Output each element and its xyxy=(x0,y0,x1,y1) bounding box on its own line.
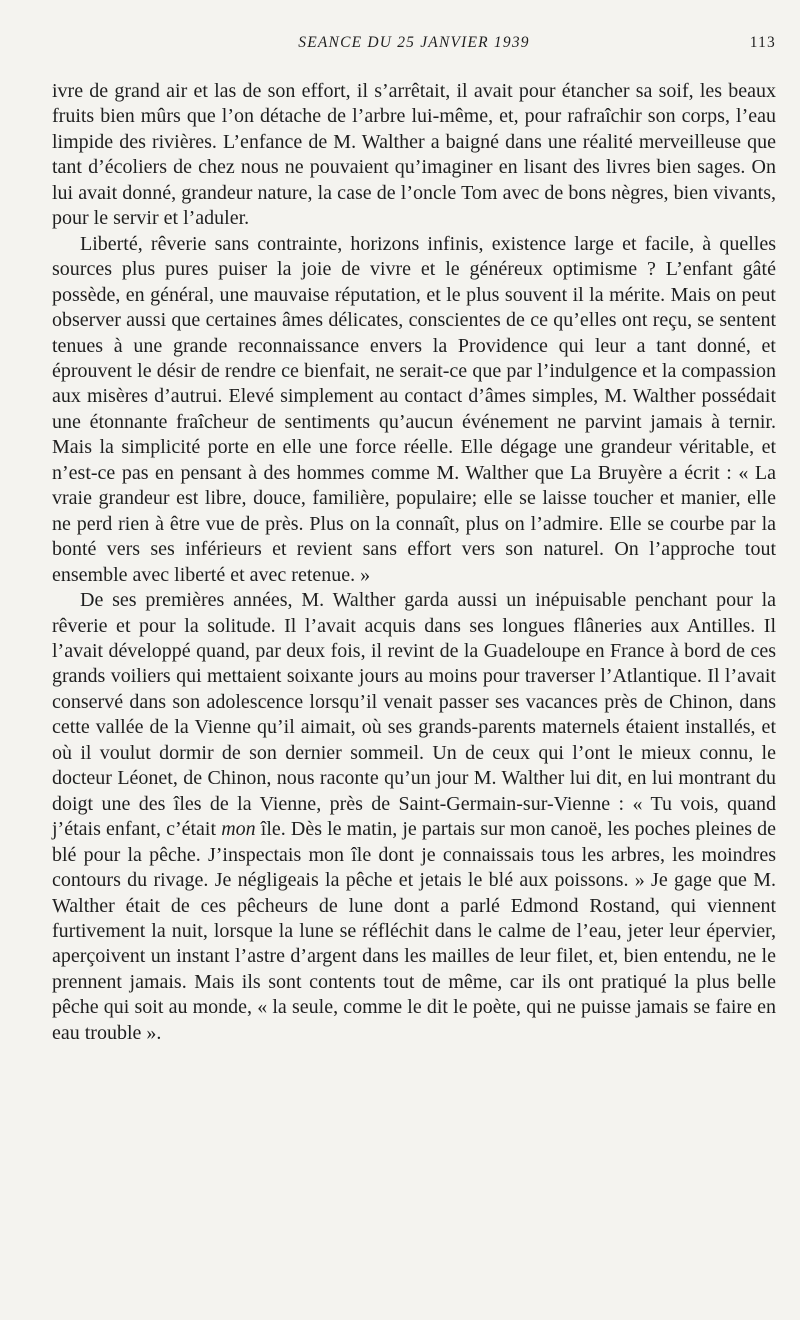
body-text xyxy=(52,79,776,1046)
running-title: SEANCE DU 25 JANVIER 1939 xyxy=(298,34,530,51)
paragraph-text: île. Dès le matin, je partais sur mon canoë, les poches pleines de blé pour la pêche. J’inspectais mon île dont je connaissais tous les arbres, les moindres contours du rivage. Je négligeais la pêche et jetais le blé aux poissons. » Je gage que M. Walther était de ces pêcheurs de lune dont a parlé Edmond Rostand, qui viennent furtivement la nuit, lorsque la lune se réfléchit dans le calme de l’eau, jeter leur épervier, aperçoivent un instant l’astre d’argent dans les mailles de leur filet, et, bien entendu, ne le prennent jamais. Mais ils sont contents tout de même, car ils ont pratiqué la plus belle pêche qui soit au monde, « la seule, comme le dit le poète, qui ne puisse jamais se faire en eau trouble ». xyxy=(52,818,776,1044)
page-number: 113 xyxy=(749,34,776,51)
paragraph xyxy=(52,232,776,588)
paragraph xyxy=(52,79,776,232)
paragraph xyxy=(52,588,776,1046)
paragraph-text: Liberté, rêverie sans contrainte, horizons infinis, existence large et facile, à quelles sources plus pures puiser la joie de vivre et le généreux optimisme ? L’enfant gâté possède, en général, une mauvaise réputation, et le plus souvent il la mérite. Mais on peut observer aussi que certaines âmes délicates, conscientes de ce qu’elles ont reçu, se sentent tenues à une grande reconnaissance envers la Providence qui leur a tant donné, et éprouvent le désir de rendre ce bienfait, ne serait-ce que par l’indulgence et la compassion aux misères d’autrui. Elevé simplement au contact d’âmes simples, M. Walther possédait une étonnante fraîcheur de sentiments qu’aucun événement ne parvint jamais à ternir. Mais la simplicité porte en elle une force réelle. Elle dégage une grandeur véritable, et n’est-ce pas en pensant à des hommes comme M. Walther que La Bruyère a écrit : « La vraie grandeur est libre, douce, familière, populaire; elle se laisse toucher et manier, elle ne perd rien à être vue de près. Plus on la connaît, plus on l’admire. Elle se courbe par la bonté vers ses inférieurs et revient sans effort vers son naturel. On l’approche tout ensemble avec liberté et avec retenue. » xyxy=(52,232,776,586)
running-header xyxy=(52,34,776,58)
italic-emphasis: mon xyxy=(221,818,256,841)
paragraph-text: ivre de grand air et las de son effort, il s’arrêtait, il avait pour étancher sa soif, les beaux fruits bien mûrs que l’on détache de l’arbre lui-même, et, pour rafraîchir son corps, l’eau limpide des rivières. L’enfance de M. Walther a baigné dans une réalité merveilleuse que tant d’écoliers de chez nous ne pouvaient qu’imaginer en lisant des livres bien sages. On lui avait donné, grandeur nature, la case de l’oncle Tom avec de bons nègres, bien vivants, pour le servir et l’aduler. xyxy=(52,80,776,230)
paragraph-text: De ses premières années, M. Walther garda aussi un inépuisable penchant pour la rêverie et pour la solitude. Il l’avait acquis dans ses longues flâneries aux Antilles. Il l’avait développé quand, par deux fois, il revint de la Guadeloupe en France à bord de ces grands voiliers qui mettaient soixante jours au moins pour traverser l’Atlantique. Il l’avait conservé dans son adolescence lorsqu’il venait passer ses vacances près de Chinon, dans cette vallée de la Vienne qu’il aimait, où ses grands-parents maternels étaient installés, et où il voulut dormir de son dernier sommeil. Un de ceux qui l’ont le mieux connu, le docteur Léonet, de Chinon, nous raconte qu’un jour M. Walther lui dit, en lui montrant du doigt une des îles de la Vienne, près de Saint-Germain-sur-Vienne : « Tu vois, quand j’étais enfant, c’était xyxy=(52,589,776,841)
